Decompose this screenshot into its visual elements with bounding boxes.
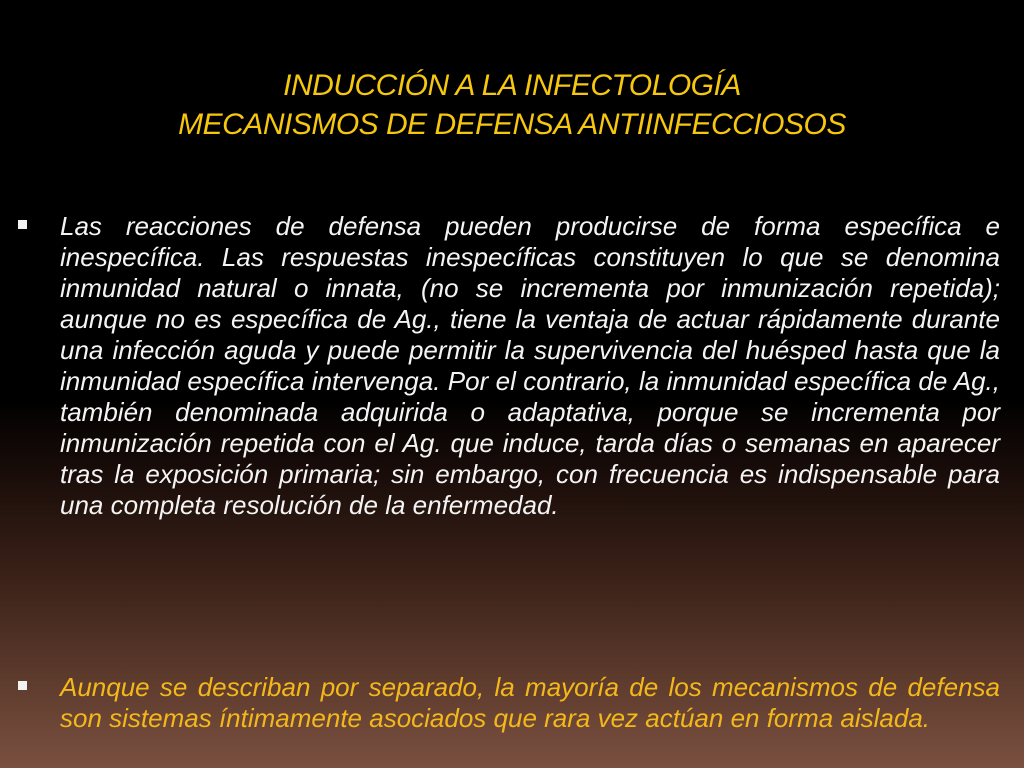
title-line-1: INDUCCIÓN A LA INFECTOLOGÍA [283,69,741,102]
title-line-2: MECANISMOS DE DEFENSA ANTIINFECCIOSOS [178,108,846,141]
square-bullet-icon [18,681,27,690]
slide-title [0,66,1024,144]
bullet-text-1: Las reacciones de defensa pueden producirse de forma específica e inespecífica. Las respuestas inespecíficas constituyen lo que se denomina inmunidad natural o innata, (no se incrementa por inmunización repetida); aunque no es específica de Ag., tiene la ventaja de actuar rápidamente durante una infección aguda y puede permitir la supervivencia del huésped hasta que la inmunidad específica intervenga. Por el contrario, la inmunidad específica de Ag., también denominada adquirida o adaptativa, porque se incrementa por inmunización repetida con el Ag. que induce, tarda días o semanas en aparecer tras la exposición primaria; sin embargo, con frecuencia es indispensable para una completa resolución de la enfermedad. [60,211,1000,520]
bullet-text-2: Aunque se describan por separado, la mayoría de los mecanismos de defensa son sistemas íntimamente asociados que rara vez actúan en forma aislada. [60,672,1000,733]
square-bullet-icon [18,220,27,229]
